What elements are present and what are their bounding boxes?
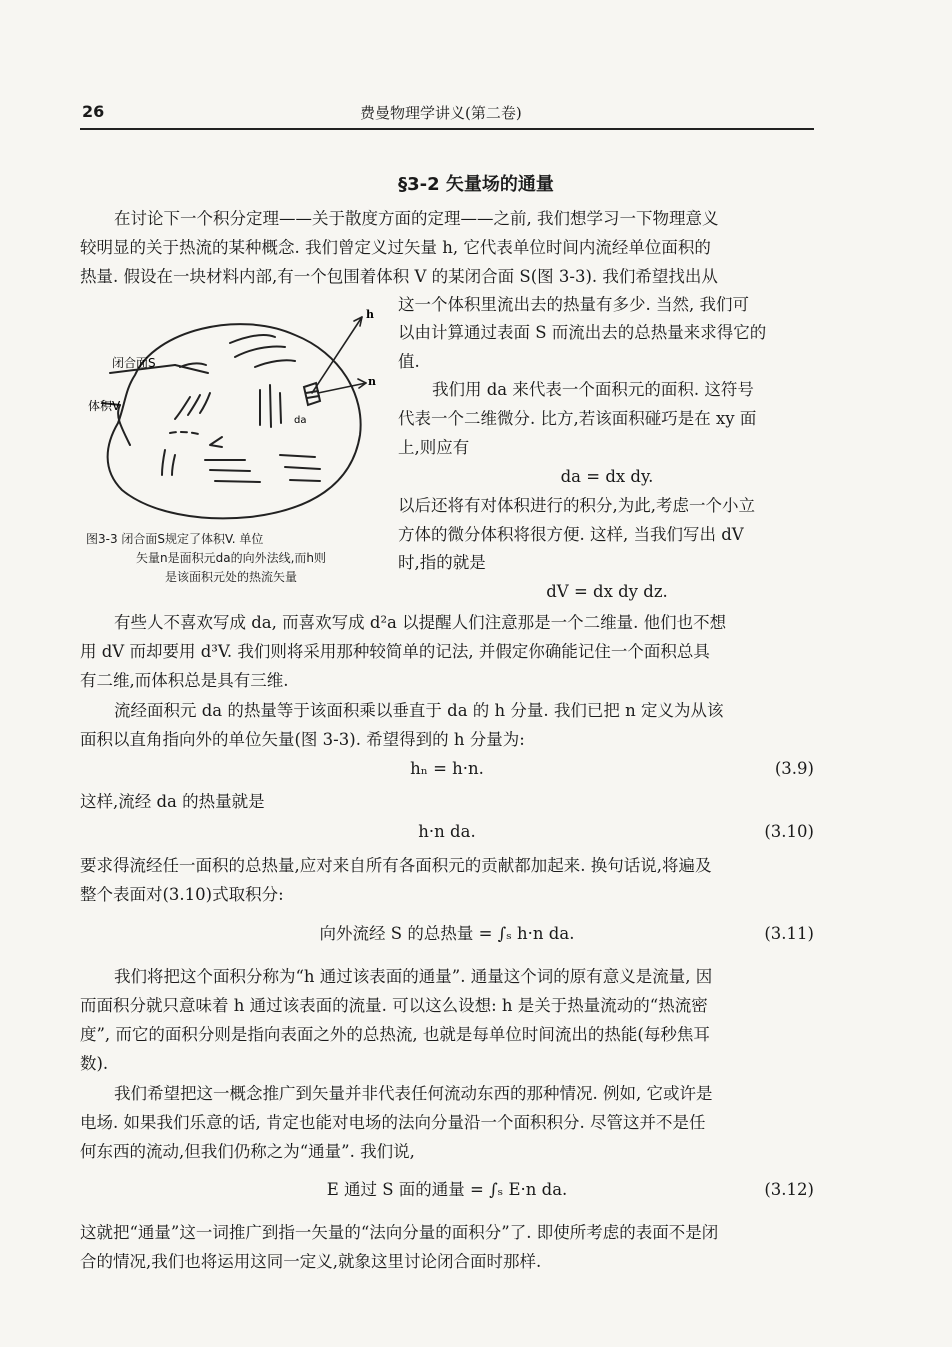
page-number: 26	[82, 102, 105, 121]
text-line: 有些人不喜欢写成 da, 而喜欢写成 d²a 以提醒人们注意那是一个二维量. 他们也不想	[114, 613, 727, 632]
label-h: h	[366, 308, 374, 321]
text-line: 这一个体积里流出去的热量有多少. 当然, 我们可	[398, 295, 749, 314]
section-title: §3-2 矢量场的通量	[398, 174, 554, 195]
equation-body: E 通过 S 面的通量 = ∫ₛ E·n da.	[326, 1180, 568, 1199]
caption-line: 是该面积元处的热流矢量	[164, 570, 297, 584]
text-line: 方体的微分体积将很方便. 这样, 当我们写出 dV	[398, 525, 744, 544]
text-line: 面积以直角指向外的单位矢量(图 3-3). 希望得到的 h 分量为:	[80, 730, 525, 749]
text-line: 有二维,而体积总是具有三维.	[80, 671, 289, 690]
figure-3-3	[80, 305, 380, 530]
equation-body: 向外流经 S 的总热量 = ∫ₛ h·n da.	[319, 924, 575, 943]
text-line: 以后还将有对体积进行的积分,为此,考虑一个小立	[398, 496, 755, 515]
text-line: 度”, 而它的面积分则是指向表面之外的总热流, 也就是每单位时间流出的热能(每秒焦耳	[80, 1025, 710, 1044]
text-line: 这就把“通量”这一词推广到指一矢量的“法向分量的面积分”了. 即使所考虑的表面不是闭	[80, 1223, 719, 1242]
text-line: 以由计算通过表面 S 而流出去的总热量来求得它的	[398, 323, 767, 342]
label-volume: 体积V	[88, 399, 121, 413]
figure-caption	[86, 530, 376, 587]
text-line: 在讨论下一个积分定理——关于散度方面的定理——之前, 我们想学习一下物理意义	[114, 209, 719, 228]
text-line: 值.	[398, 352, 420, 371]
text-line: 数).	[80, 1054, 109, 1073]
text-line: 我们希望把这一概念推广到矢量并非代表任何流动东西的那种情况. 例如, 它或许是	[114, 1084, 713, 1103]
text-line: 要求得流经任一面积的总热量,应对来自所有各面积元的贡献都加起来. 换句话说,将遍及	[80, 856, 712, 875]
text-line: 何东西的流动,但我们仍称之为“通量”. 我们说,	[80, 1142, 415, 1161]
text-line: 用 dV 而却要用 d³V. 我们则将采用那种较简单的记法, 并假定你确能记住一个面积总具	[80, 642, 710, 661]
equation-body: h·n da.	[418, 822, 476, 841]
text-line: 代表一个二维微分. 比方,若该面积碰巧是在 xy 面	[398, 409, 757, 428]
caption-line: 图3-3 闭合面S规定了体积V. 单位	[86, 532, 264, 546]
text-line: 流经面积元 da 的热量等于该面积乘以垂直于 da 的 h 分量. 我们已把 n 定义为从该	[114, 701, 724, 720]
text-line: 这样,流经 da 的热量就是	[80, 792, 265, 811]
text-line: 而面积分就只意味着 h 通过该表面的流量. 可以这么设想: h 是关于热量流动的“热流密	[80, 996, 708, 1015]
label-surface: 闭合面S	[112, 356, 156, 370]
equation-number: (3.10)	[764, 822, 814, 841]
caption-line: 矢量n是面积元da的向外法线,而h则	[136, 551, 326, 565]
closed-surface-diagram	[80, 305, 380, 530]
equation-body: dV = dx dy dz.	[546, 582, 668, 601]
header-rule	[80, 128, 814, 130]
area-element	[304, 383, 320, 405]
label-n: n	[368, 375, 376, 388]
label-da: da	[294, 415, 307, 426]
text-line: 合的情况,我们也将运用这同一定义,就象这里讨论闭合面时那样.	[80, 1252, 542, 1271]
equation-number: (3.11)	[764, 924, 814, 943]
surface-outline	[108, 324, 361, 518]
equation-number: (3.9)	[774, 759, 814, 778]
text-line: 我们将把这个面积分称为“h 通过该表面的通量”. 通量这个词的原有意义是流量, 因	[114, 967, 713, 986]
text-line: 较明显的关于热流的某种概念. 我们曾定义过矢量 h, 它代表单位时间内流经单位面积的	[80, 238, 711, 257]
equation-body: hₙ = h·n.	[410, 759, 484, 778]
text-line: 整个表面对(3.10)式取积分:	[80, 885, 284, 904]
equation-body: da = dx dy.	[560, 467, 654, 486]
text-line: 电场. 如果我们乐意的话, 肯定也能对电场的法向分量沿一个面积积分. 尽管这并不是任	[80, 1113, 706, 1132]
text-line: 热量. 假设在一块材料内部,有一个包围着体积 V 的某闭合面 S(图 3-3). 我们希望找出从	[80, 267, 718, 286]
text-line: 时,指的就是	[398, 553, 486, 572]
book-title: 费曼物理学讲义(第二卷)	[360, 104, 522, 122]
text-line: 上,则应有	[398, 438, 470, 457]
equation-number: (3.12)	[764, 1180, 814, 1199]
text-line: 我们用 da 来代表一个面积元的面积. 这符号	[432, 380, 754, 399]
